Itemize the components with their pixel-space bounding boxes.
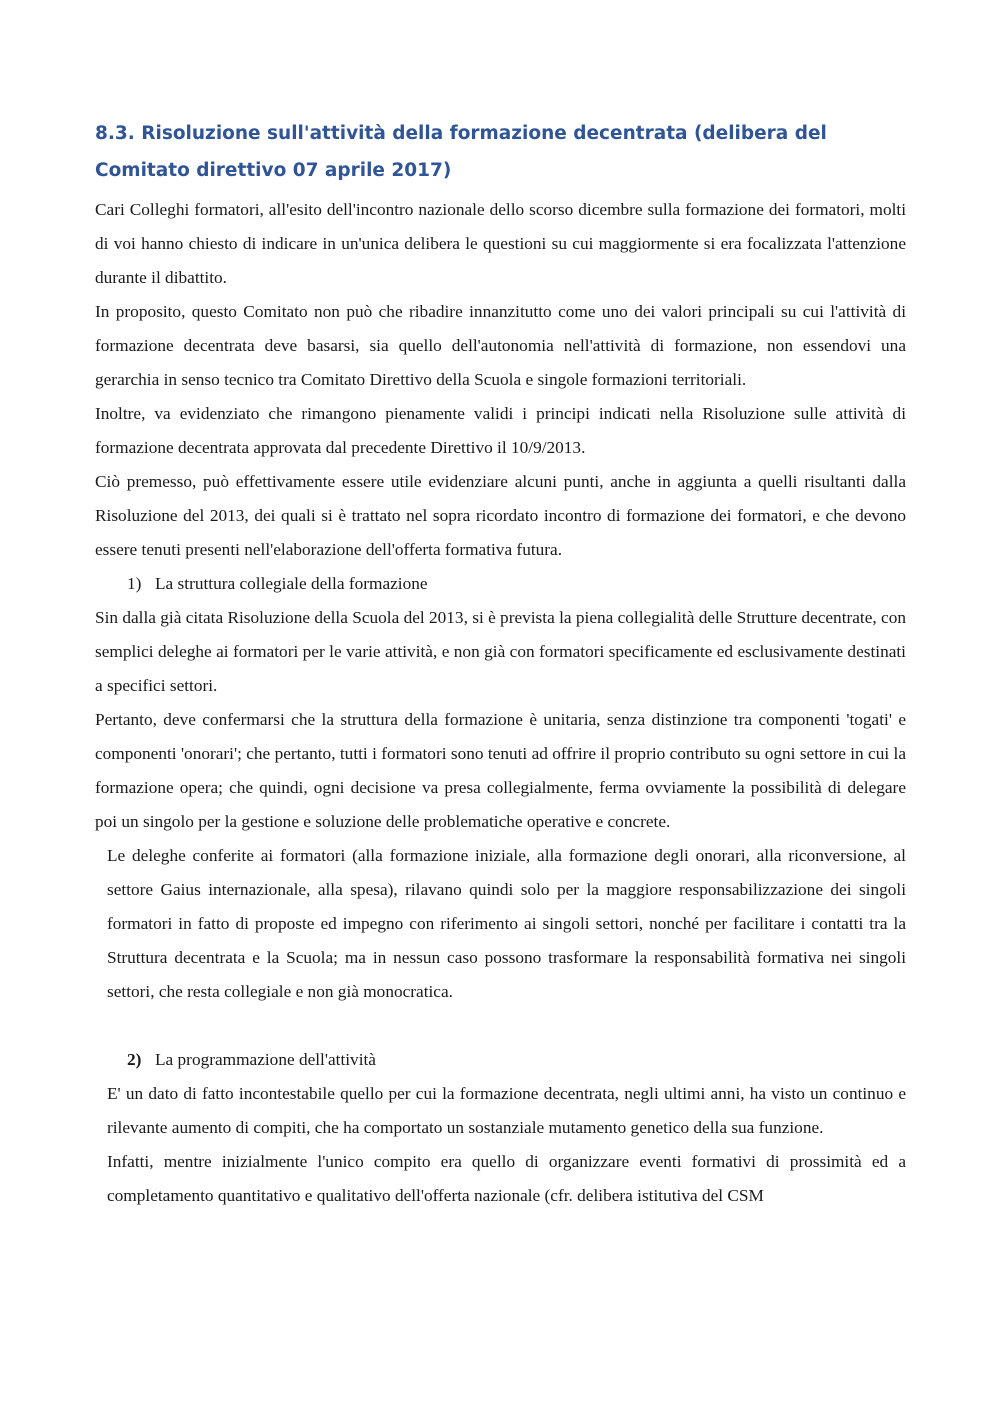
paragraph-autonomy: In proposito, questo Comitato non può che ribadire innanzitutto come uno dei valori principali su cui l'attività di formazione decentrata deve basarsi, sia quello dell'autonomia nell'attività di formazione, non essendovi una gerarchia in senso tecnico tra Comitato Direttivo della Scuola e singole formazioni territoriali.	[95, 302, 906, 389]
section1-paragraph-2: Pertanto, deve confermarsi che la struttura della formazione è unitaria, senza distinzione tra componenti 'togati' e componenti 'onorari'; che pertanto, tutti i formatori sono tenuti ad offrire il proprio contributo su ogni settore in cui la formazione opera; che quindi, ogni decisione va presa collegialmente, ferma ovviamente la possibilità di delegare poi un singolo per la gestione e soluzione delle problematiche operative e concrete.	[95, 710, 906, 831]
section1-number: 1)	[127, 574, 142, 593]
section1-paragraph-3: Le deleghe conferite ai formatori (alla formazione iniziale, alla formazione degli onorari, alla riconversione, al settore Gaius internazionale, alla spesa), rilavano quindi solo per la maggiore responsabilizzazione dei singoli formatori in fatto di proposte ed impegno con riferimento ai singoli settori, nonché per facilitare i contatti tra la Struttura decentrata e la Scuola; ma in nessun caso possono trasformare la responsabilità formativa nei singoli settori, che resta collegiale e non già monocratica.	[107, 846, 906, 1001]
section2-paragraph-1: E' un dato di fatto incontestabile quello per cui la formazione decentrata, negli ultimi anni, ha visto un continuo e rilevante aumento di compiti, che ha comportato un sostanziale mutamento genetico della sua funzione.	[107, 1084, 906, 1137]
section2-number: 2)	[127, 1050, 142, 1069]
section-heading: 8.3. Risoluzione sull'attività della formazione decentrata (delibera del Comitato direttivo 07 aprile 2017)	[95, 123, 827, 181]
section1-title-text: La struttura collegiale della formazione	[155, 574, 428, 593]
paragraph-premise: Ciò premesso, può effettivamente essere utile evidenziare alcuni punti, anche in aggiunta a quelli risultanti dalla Risoluzione del 2013, dei quali si è trattato nel sopra ricordato incontro di formazione dei formatori, e che devono essere tenuti presenti nell'elaborazione dell'offerta formativa futura.	[95, 472, 906, 559]
spacer	[95, 1009, 906, 1043]
paragraph-intro: Cari Colleghi formatori, all'esito dell'incontro nazionale dello scorso dicembre sulla formazione dei formatori, molti di voi hanno chiesto di indicare in un'unica delibera le questioni su cui maggiormente si era focalizzata l'attenzione durante il dibattito.	[95, 200, 906, 287]
paragraph-principles: Inoltre, va evidenziato che rimangono pienamente validi i principi indicati nella Risoluzione sulle attività di formazione decentrata approvata dal precedente Direttivo il 10/9/2013.	[95, 404, 906, 457]
section2-paragraph-2: Infatti, mentre inizialmente l'unico compito era quello di organizzare eventi formativi di prossimità ed a completamento quantitativo e qualitativo dell'offerta nazionale (cfr. delibera istitutiva del CSM	[107, 1152, 906, 1205]
section2-title	[95, 1043, 906, 1077]
section1-paragraph-1: Sin dalla già citata Risoluzione della Scuola del 2013, si è prevista la piena collegialità delle Strutture decentrate, con semplici deleghe ai formatori per le varie attività, e non già con formatori specificamente ed esclusivamente destinati a specifici settori.	[95, 608, 906, 695]
section2-title-text: La programmazione dell'attività	[155, 1050, 376, 1069]
document-page	[95, 115, 906, 1213]
section1-title	[95, 567, 906, 601]
